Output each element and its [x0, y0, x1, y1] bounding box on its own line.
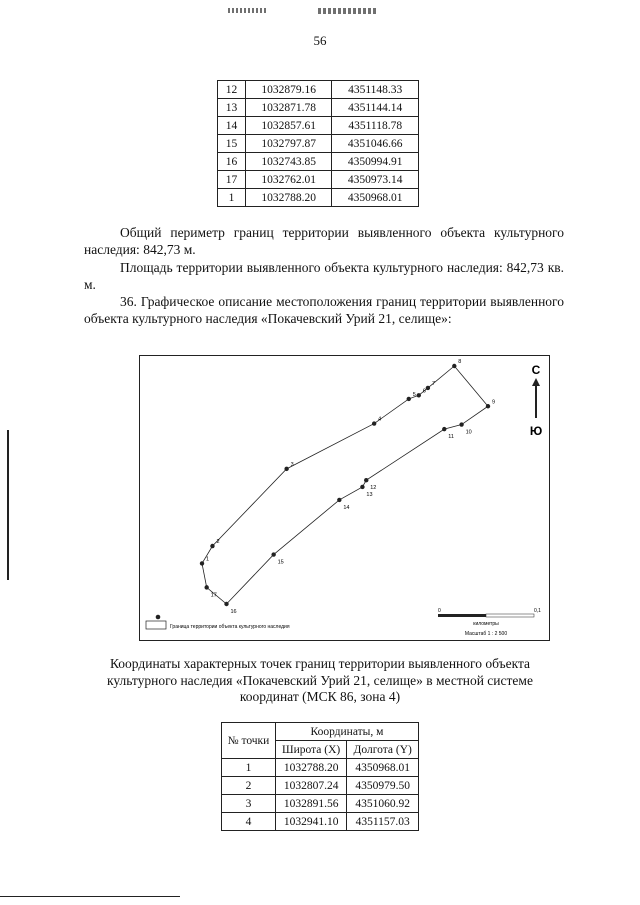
header-longitude: Долгота (Y) [347, 741, 419, 759]
boundary-point-10 [459, 422, 463, 426]
longitude-cell: 4350973.14 [332, 171, 419, 189]
bottom-margin-line [0, 896, 180, 897]
boundary-point-7 [426, 386, 430, 390]
boundary-point-label: 6 [422, 388, 426, 395]
boundary-point-4 [372, 421, 376, 425]
longitude-cell: 4351046.66 [332, 135, 419, 153]
boundary-point-9 [486, 404, 490, 408]
boundary-point-1 [200, 561, 204, 565]
compass-arrow-head [532, 378, 540, 386]
left-margin-mark [7, 430, 9, 580]
longitude-cell: 4351060.92 [347, 795, 419, 813]
boundary-point-8 [452, 364, 456, 368]
table-row [222, 795, 419, 813]
boundary-map [139, 355, 550, 641]
header-point-number: № точки [222, 723, 276, 759]
coordinates-table-continued [217, 80, 419, 207]
boundary-point-12 [364, 478, 368, 482]
scale-text: Масштаб 1 : 2 500 [464, 631, 508, 637]
scale-zero: 0 [438, 608, 441, 614]
boundary-point-15 [271, 552, 275, 556]
point-number-cell: 13 [218, 99, 246, 117]
boundary-point-label: 1 [206, 556, 210, 563]
table-row [218, 189, 419, 207]
point-number-cell: 15 [218, 135, 246, 153]
point-number-cell: 17 [218, 171, 246, 189]
boundary-point-label: 16 [230, 609, 237, 615]
boundary-polygon [202, 366, 488, 604]
point-number-cell: 14 [218, 117, 246, 135]
legend-point-icon [156, 615, 161, 620]
compass-north-label: С [531, 363, 541, 377]
latitude-cell: 1032788.20 [245, 189, 332, 207]
boundary-point-label: 11 [448, 434, 454, 441]
boundary-point-17 [204, 585, 208, 589]
legend-boundary-icon [146, 621, 166, 629]
coordinates-caption: Координаты характерных точек границ территории выявленного объекта культурного наследия «Покачевский Урий 21, селище» в местной системе координат (МСК 86, зона 4) [107, 656, 533, 704]
table-row [222, 759, 419, 777]
boundary-point-13 [360, 485, 364, 489]
scale-bar-black [438, 614, 486, 617]
boundary-point-label: 9 [492, 399, 496, 406]
table-row [218, 153, 419, 171]
point-number-cell: 16 [218, 153, 246, 171]
longitude-cell: 4350994.91 [332, 153, 419, 171]
point-number-cell: 4 [222, 813, 276, 831]
boundary-point-label: 5 [412, 391, 416, 398]
scale-end: 0,1 [534, 608, 541, 614]
latitude-cell: 1032743.85 [245, 153, 332, 171]
point-number-cell: 1 [222, 759, 276, 777]
boundary-point-label: 15 [277, 559, 284, 566]
boundary-point-3 [284, 467, 288, 471]
legend-boundary-label: Граница территории объекта культурного наследия [170, 624, 290, 630]
latitude-cell: 1032941.10 [275, 813, 346, 831]
boundary-point-11 [442, 427, 446, 431]
area-paragraph: Площадь территории выявленного объекта культурного наследия: 842,73 кв. м. [84, 260, 564, 292]
boundary-point-14 [337, 498, 341, 502]
boundary-point-label: 7 [431, 380, 435, 387]
scan-artifact-top [228, 8, 268, 13]
compass-south-label: Ю [529, 424, 543, 438]
boundary-point-5 [407, 397, 411, 401]
coordinates-table [221, 722, 419, 831]
longitude-cell: 4350979.50 [347, 777, 419, 795]
table-row [222, 777, 419, 795]
table-row [222, 813, 419, 831]
page-number: 56 [313, 33, 327, 48]
point-number-cell: 3 [222, 795, 276, 813]
boundary-point-label: 17 [210, 592, 217, 599]
table-row [218, 171, 419, 189]
scan-artifact-top-2 [318, 8, 378, 14]
latitude-cell: 1032879.16 [245, 81, 332, 99]
point-number-cell: 2 [222, 777, 276, 795]
boundary-point-label: 10 [465, 429, 472, 436]
scale-unit: километры [473, 621, 499, 627]
boundary-point-label: 3 [290, 461, 294, 468]
scale-bar-white [486, 614, 534, 617]
longitude-cell: 4351144.14 [332, 99, 419, 117]
longitude-cell: 4351118.78 [332, 117, 419, 135]
latitude-cell: 1032797.87 [245, 135, 332, 153]
boundary-point-label: 12 [370, 485, 377, 492]
point-number-cell: 12 [218, 81, 246, 99]
latitude-cell: 1032807.24 [275, 777, 346, 795]
boundary-point-label: 13 [366, 491, 373, 498]
table-row [218, 135, 419, 153]
perimeter-paragraph: Общий периметр границ территории выявленного объекта культурного наследия: 842,73 м. [84, 225, 564, 257]
table-row [218, 117, 419, 135]
map-svg [140, 356, 549, 640]
point-number-cell: 1 [218, 189, 246, 207]
latitude-cell: 1032871.78 [245, 99, 332, 117]
boundary-point-label: 2 [216, 539, 220, 546]
longitude-cell: 4350968.01 [332, 189, 419, 207]
latitude-cell: 1032891.56 [275, 795, 346, 813]
boundary-point-label: 4 [378, 416, 382, 423]
longitude-cell: 4350968.01 [347, 759, 419, 777]
boundary-point-2 [210, 544, 214, 548]
latitude-cell: 1032762.01 [245, 171, 332, 189]
longitude-cell: 4351157.03 [347, 813, 419, 831]
longitude-cell: 4351148.33 [332, 81, 419, 99]
table-row [218, 99, 419, 117]
boundary-point-label: 14 [343, 504, 350, 511]
boundary-point-label: 8 [458, 359, 462, 365]
table-row [218, 81, 419, 99]
header-coordinates: Координаты, м [275, 723, 418, 741]
latitude-cell: 1032857.61 [245, 117, 332, 135]
header-latitude: Широта (X) [275, 741, 346, 759]
latitude-cell: 1032788.20 [275, 759, 346, 777]
section-36-paragraph: 36. Графическое описание местоположения границ территории выявленного объекта культурного наследия «Покачевский Урий 21, селище»: [84, 294, 564, 326]
boundary-point-6 [417, 393, 421, 397]
boundary-point-16 [224, 602, 228, 606]
